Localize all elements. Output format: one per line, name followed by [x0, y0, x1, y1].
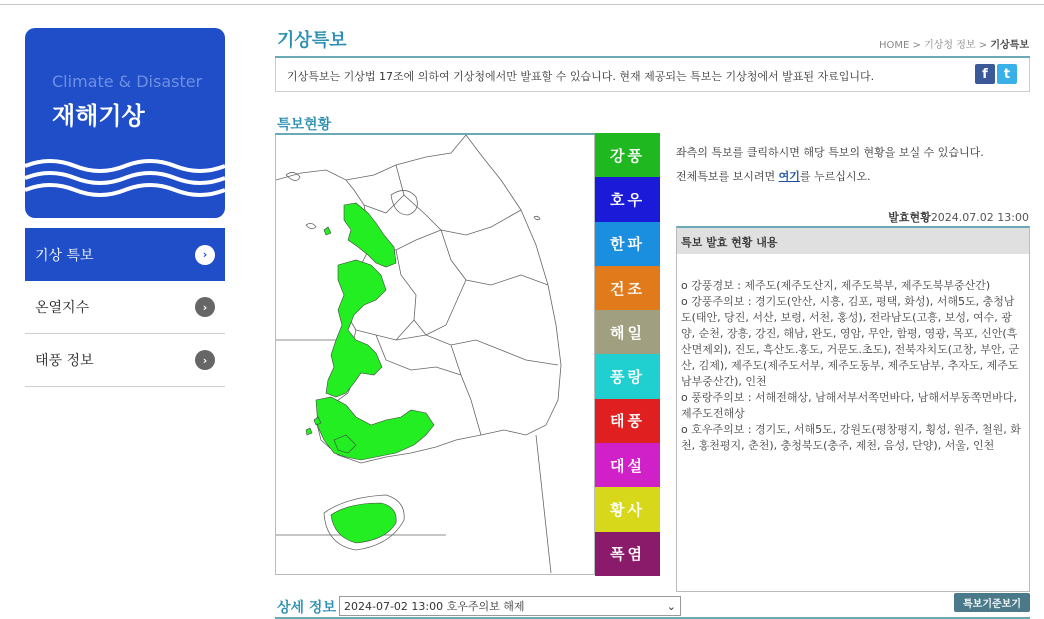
warning-map[interactable] — [275, 135, 595, 575]
sidebar-item-typhoon-info[interactable] — [25, 334, 225, 387]
wave-icon — [25, 156, 225, 216]
chevron-right-icon: › — [195, 245, 215, 265]
warning-type-buttons — [595, 133, 660, 576]
issued-time — [888, 209, 1029, 225]
sidebar-menu — [25, 228, 225, 387]
sidebar-item-weather-warning[interactable] — [25, 228, 225, 281]
breadcrumb — [879, 36, 1029, 51]
panel-line: o 호우주의보 : 경기도, 서해5도, 강원도(평창평지, 횡성, 원주, 철원, 화천, 홍천평지, 춘천), 충청북도(충주, 제천, 음성, 단양), 서울, 인천 — [681, 423, 1021, 452]
page-title: 기상특보 — [277, 30, 347, 51]
warning-button-strong-wind[interactable]: 강풍 — [595, 133, 660, 177]
status-info-pre: 전체특보를 보시려면 — [676, 170, 779, 183]
banner-english-title: Climate & Disaster — [52, 72, 203, 91]
notice-text: 기상특보는 기상법 17조에 의하여 기상청에서만 발표할 수 있습니다. 현재 제공되는 특보는 기상청에서 발표된 자료입니다. — [287, 70, 875, 83]
panel-line: o 강풍경보 : 제주도(제주도산지, 제주도북부, 제주도북부중산간) — [681, 279, 991, 292]
sidebar-item-label: 온열지수 — [35, 300, 90, 316]
highlighted-region — [306, 203, 434, 543]
twitter-icon[interactable]: t — [997, 64, 1017, 84]
top-divider — [0, 4, 1044, 5]
panel-title: 특보 발효 현황 내용 — [677, 228, 1029, 254]
notice-box — [275, 58, 1030, 92]
warning-criteria-button[interactable]: 특보기준보기 — [954, 593, 1030, 612]
detail-title: 상세 정보 — [277, 600, 336, 616]
warning-button-yellow-dust[interactable]: 황사 — [595, 487, 660, 531]
sns-share — [975, 64, 1017, 84]
panel-line: o 풍랑주의보 : 서해전해상, 남해서부서쪽먼바다, 남해서부동쪽먼바다, 제주도전해상 — [681, 391, 1017, 420]
breadcrumb-home[interactable]: HOME — [879, 40, 910, 51]
detail-select-value: 2024-07-02 13:00 호우주의보 해제 — [344, 600, 525, 613]
all-warnings-link[interactable]: 여기 — [778, 170, 800, 183]
warning-button-storm-surge[interactable]: 해일 — [595, 310, 660, 354]
warning-button-heavy-snow[interactable]: 대설 — [595, 443, 660, 487]
banner-korean-title: 재해기상 — [52, 102, 145, 130]
chevron-down-icon: ⌄ — [666, 599, 676, 613]
sidebar-item-heat-index[interactable] — [25, 281, 225, 334]
sidebar-item-label: 태풍 정보 — [35, 353, 94, 369]
warning-button-dry[interactable]: 건조 — [595, 266, 660, 310]
breadcrumb-mid[interactable]: 기상청 정보 — [924, 40, 976, 51]
warning-button-cold-wave[interactable]: 한파 — [595, 222, 660, 266]
warning-button-typhoon[interactable]: 태풍 — [595, 399, 660, 443]
status-info-line1: 좌측의 특보를 클릭하시면 해당 특보의 현황을 보실 수 있습니다. — [676, 146, 984, 159]
sidebar-banner — [25, 28, 225, 218]
warning-button-high-seas[interactable]: 풍랑 — [595, 354, 660, 398]
breadcrumb-separator: > — [912, 40, 921, 51]
breadcrumb-current: 기상특보 — [990, 40, 1029, 51]
issued-label: 발효현황 — [888, 211, 931, 224]
warning-detail-panel — [676, 226, 1030, 592]
panel-line: o 강풍주의보 : 경기도(안산, 시흥, 김포, 평택, 화성), 서해5도, 충청남도(태안, 당진, 서산, 보령, 서천, 홍성), 전라남도(고흥, 보성, 여수, 광양, 순천, 장흥, 강진, 해남, 완도, 영암, 무안, 함평, 영광, 목포, 신안(흑산면제외), 진도, 흑산도.홍도, 거문도.초도), 전북자치도(고창, 부안, 군산, 김제), 제주도(제주도서부, 제주도동부, 제주도남부, 추자도, 제주도남부중산간), 인천 — [681, 295, 1020, 388]
korea-map — [276, 135, 594, 573]
chevron-right-icon: › — [195, 350, 215, 370]
status-info — [676, 141, 984, 189]
warning-button-heavy-rain[interactable]: 호우 — [595, 177, 660, 221]
issued-value: 2024.07.02 13:00 — [930, 211, 1029, 224]
warning-button-heat-wave[interactable]: 폭염 — [595, 532, 660, 576]
chevron-right-icon: › — [195, 297, 215, 317]
status-info-post: 를 누르십시오. — [799, 170, 871, 183]
facebook-icon[interactable]: f — [975, 64, 995, 84]
panel-content — [677, 254, 1029, 454]
sidebar-item-label: 기상 특보 — [35, 247, 94, 264]
status-info-line2 — [676, 165, 984, 189]
breadcrumb-separator: > — [978, 40, 988, 51]
status-section-title: 특보현황 — [277, 117, 332, 133]
detail-select[interactable] — [339, 596, 681, 616]
